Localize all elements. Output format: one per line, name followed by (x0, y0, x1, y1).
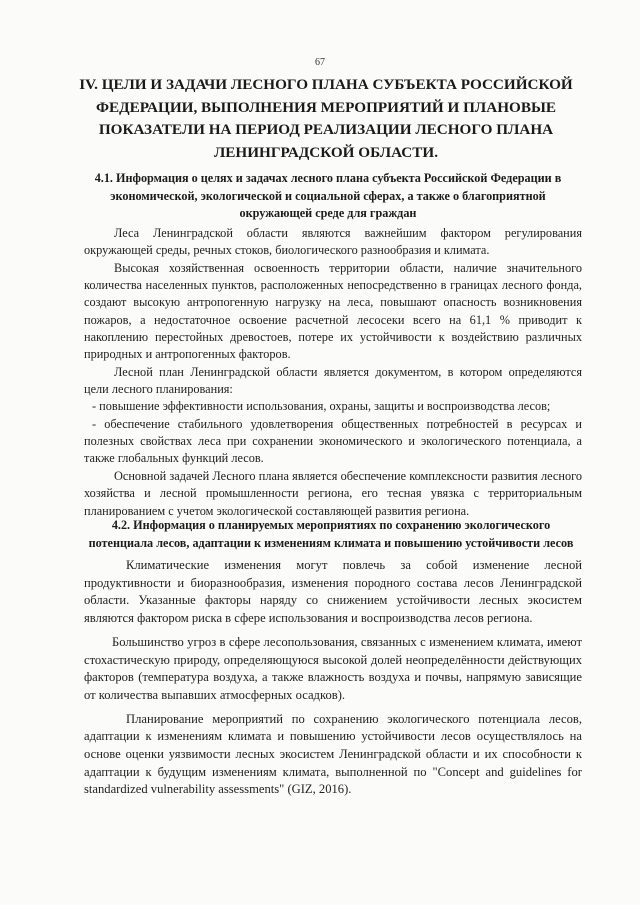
section-title-4-1: 4.1. Информация о целях и задачах лесного плана субъекта Российской Федерации в экономической, экологической и социальной сферах, а также о благоприятной окружающей среде для граждан (94, 171, 562, 221)
bullet-item: - обеспечение стабильного удовлетворения общественных потребностей в ресурсах и полезных свойствах леса при сохранении экономического и экологического потенциала, а также глобальных функций лесов. (84, 416, 582, 466)
section-4-1-body (84, 225, 582, 520)
section-title-4-2: 4.2. Информация о планируемых мероприятиях по сохранению экологического потенциала лесов, адаптации к изменениям климата и повышению устойчивости лесов (88, 518, 574, 550)
section-4-2-body (84, 557, 582, 805)
paragraph: Высокая хозяйственная освоенность территории области, наличие значительного количества населенных пунктов, расположенных непосредственно в границах лесного фонда, создают высокую антропогенную нагрузку на леса, повышают опасность возникновения пожаров, а недостаточное освоение расчетной лесосеки всего на 61,1 % приводит к накоплению перестойных древостоев, потере их устойчивости к воздействию различных природных и антропогенных факторов. (84, 260, 582, 362)
paragraph: Большинство угроз в сфере лесопользования, связанных с изменением климата, имеют стохастическую природу, определяющуюся высокой долей неопределённости действующих факторов (температура воздуха, а также влажность воздуха и почвы, напрямую зависящие от количества выпавших атмосферных осадков). (84, 634, 582, 702)
paragraph: Леса Ленинградской области являются важнейшим фактором регулирования окружающей среды, речных стоков, биологического разнообразия и климата. (84, 226, 582, 258)
chapter-title: IV. ЦЕЛИ И ЗАДАЧИ ЛЕСНОГО ПЛАНА СУБЪЕКТА РОССИЙСКОЙ ФЕДЕРАЦИИ, ВЫПОЛНЕНИЯ МЕРОПРИЯТИЙ И ПЛАНОВЫЕ ПОКАЗАТЕЛИ НА ПЕРИОД РЕАЛИЗАЦИИ ЛЕСНОГО ПЛАНА ЛЕНИНГРАДСКОЙ ОБЛАСТИ. (79, 76, 573, 161)
paragraph: Планирование мероприятий по сохранению экологического потенциала лесов, адаптации к изменениям климата и повышению устойчивости лесов осуществлялось на основе оценки уязвимости лесных экосистем Ленинградской области и их способности к адаптации к будущим изменениям климата, выполненной по "Concept and guidelines for standardized vulnerability assessments" (GIZ, 2016). (84, 711, 582, 797)
paragraph: Климатические изменения могут повлечь за собой изменение лесной продуктивности и биоразнообразия, изменения породного состава лесов Ленинградской области. Указанные факторы наряду со снижением устойчивости лесных экосистем являются фактором риска в сфере использования и воспроизводства лесов региона. (84, 558, 582, 626)
paragraph: Лесной план Ленинградской области является документом, в котором определяются цели лесного планирования: (84, 364, 582, 397)
paragraph: Основной задачей Лесного плана является обеспечение комплексности развития лесного хозяйства и лесной промышленности региона, его тесная увязка с территориальным планированием с учетом экологической составляющей развития региона. (84, 468, 582, 518)
bullet-item: - повышение эффективности использования, охраны, защиты и воспроизводства лесов; (92, 399, 551, 414)
page-number: 67 (315, 57, 325, 68)
